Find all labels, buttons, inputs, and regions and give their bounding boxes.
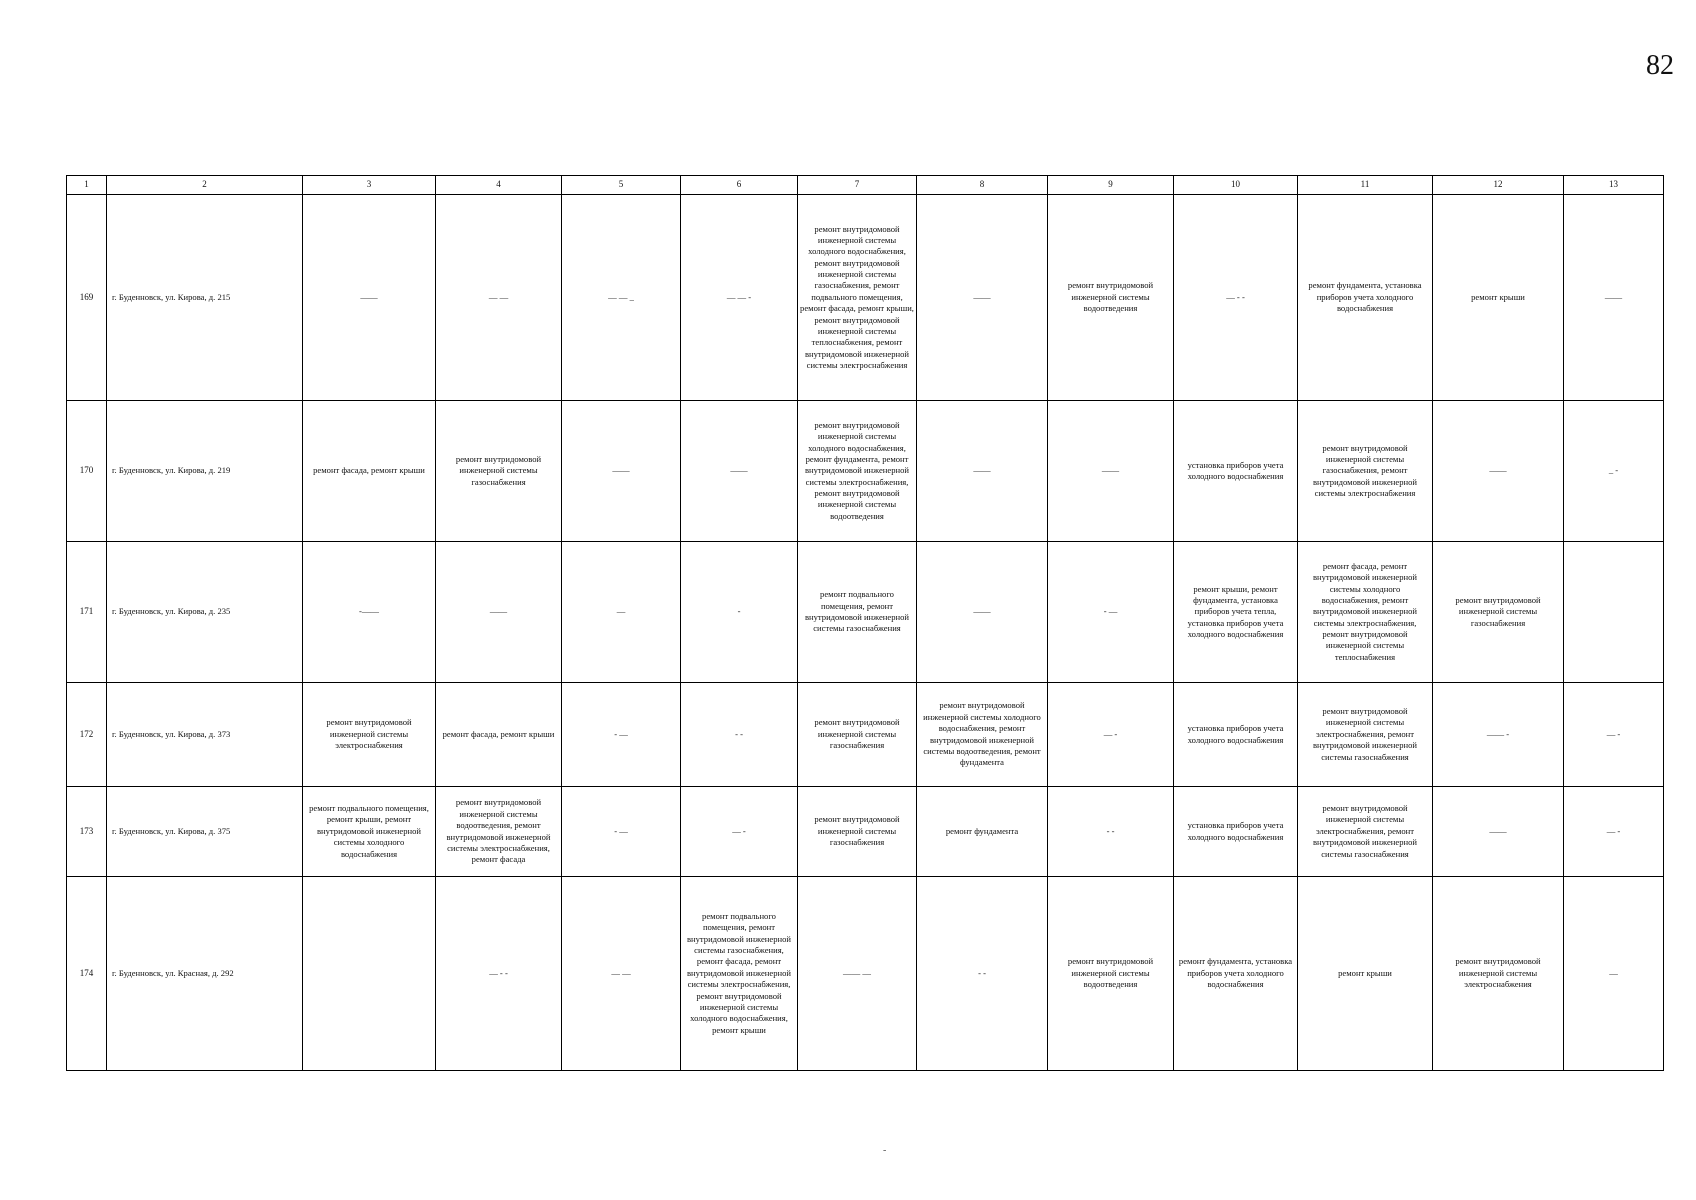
work-cell: ремонт подвального помещения, ремонт внутридомовой инженерной системы газоснабжения bbox=[798, 542, 917, 683]
table-row bbox=[67, 877, 1664, 1071]
column-number-row bbox=[67, 176, 1664, 195]
work-cell: установка приборов учета холодного водоснабжения bbox=[1174, 401, 1298, 542]
work-cell: —— bbox=[1433, 401, 1564, 542]
row-number: 173 bbox=[67, 787, 107, 877]
work-cell: ремонт внутридомовой инженерной системы водоотведения, ремонт внутридомовой инженерной системы электроснабжения, ремонт фасада bbox=[436, 787, 562, 877]
work-cell: —— bbox=[917, 401, 1048, 542]
work-cell: —— bbox=[436, 542, 562, 683]
address-cell: г. Буденновск, ул. Кирова, д. 375 bbox=[107, 787, 303, 877]
work-cell: — - bbox=[1564, 683, 1664, 787]
column-header: 4 bbox=[436, 176, 562, 195]
work-cell: ремонт внутридомовой инженерной системы водоотведения bbox=[1048, 877, 1174, 1071]
column-header: 10 bbox=[1174, 176, 1298, 195]
column-header: 12 bbox=[1433, 176, 1564, 195]
work-cell: ремонт внутридомовой инженерной системы электроснабжения bbox=[1433, 877, 1564, 1071]
work-cell: —— — bbox=[798, 877, 917, 1071]
work-cell: ремонт внутридомовой инженерной системы газоснабжения, ремонт внутридомовой инженерной системы электроснабжения bbox=[1298, 401, 1433, 542]
work-cell: ремонт внутридомовой инженерной системы газоснабжения bbox=[436, 401, 562, 542]
work-cell: —— bbox=[303, 195, 436, 401]
work-cell: — - bbox=[681, 787, 798, 877]
work-cell: —— bbox=[562, 401, 681, 542]
work-cell: - - bbox=[1048, 787, 1174, 877]
work-cell: — — bbox=[436, 195, 562, 401]
work-cell: —— - bbox=[1433, 683, 1564, 787]
table-row bbox=[67, 195, 1664, 401]
table-row bbox=[67, 787, 1664, 877]
column-header: 1 bbox=[67, 176, 107, 195]
work-cell: ремонт внутридомовой инженерной системы холодного водоснабжения, ремонт внутридомовой инженерной системы водоотведения, ремонт фундамента bbox=[917, 683, 1048, 787]
work-cell: ремонт подвального помещения, ремонт внутридомовой инженерной системы газоснабжения, ремонт фасада, ремонт внутридомовой инженерной системы электроснабжения, ремонт внутридомовой инженерной системы холодного водоснабжения, ремонт крыши bbox=[681, 877, 798, 1071]
work-cell: — - bbox=[1048, 683, 1174, 787]
row-number: 169 bbox=[67, 195, 107, 401]
work-cell: ремонт фасада, ремонт крыши bbox=[436, 683, 562, 787]
work-cell: - - bbox=[681, 683, 798, 787]
work-cell: — bbox=[1564, 877, 1664, 1071]
page-number: 82 bbox=[1646, 50, 1674, 81]
row-number: 174 bbox=[67, 877, 107, 1071]
work-cell: ремонт внутридомовой инженерной системы газоснабжения bbox=[798, 683, 917, 787]
table-row bbox=[67, 542, 1664, 683]
column-header: 3 bbox=[303, 176, 436, 195]
work-cell: _ - bbox=[1564, 401, 1664, 542]
address-cell: г. Буденновск, ул. Красная, д. 292 bbox=[107, 877, 303, 1071]
work-cell: ремонт крыши bbox=[1433, 195, 1564, 401]
work-cell: ремонт внутридомовой инженерной системы холодного водоснабжения, ремонт внутридомовой инженерной системы газоснабжения, ремонт подвального помещения, ремонт фасада, ремонт крыши, ремонт внутридомовой инженерной системы теплоснабжения, ремонт внутридомовой инженерной системы электроснабжения bbox=[798, 195, 917, 401]
column-header: 7 bbox=[798, 176, 917, 195]
work-cell: — — _ bbox=[562, 195, 681, 401]
work-cell: — - bbox=[1564, 787, 1664, 877]
work-cell: — - - bbox=[1174, 195, 1298, 401]
work-cell: ремонт фундамента bbox=[917, 787, 1048, 877]
work-cell: ремонт подвального помещения, ремонт крыши, ремонт внутридомовой инженерной системы холодного водоснабжения bbox=[303, 787, 436, 877]
work-cell: ремонт фасада, ремонт внутридомовой инженерной системы холодного водоснабжения, ремонт внутридомовой инженерной системы электроснабжения, ремонт внутридомовой инженерной системы теплоснабжения bbox=[1298, 542, 1433, 683]
work-cell bbox=[1564, 542, 1664, 683]
row-number: 171 bbox=[67, 542, 107, 683]
work-cell: —— bbox=[681, 401, 798, 542]
work-cell: ремонт внутридомовой инженерной системы газоснабжения bbox=[1433, 542, 1564, 683]
address-cell: г. Буденновск, ул. Кирова, д. 215 bbox=[107, 195, 303, 401]
work-cell: ремонт фундамента, установка приборов учета холодного водоснабжения bbox=[1298, 195, 1433, 401]
work-cell: - bbox=[681, 542, 798, 683]
table-row bbox=[67, 683, 1664, 787]
address-cell: г. Буденновск, ул. Кирова, д. 373 bbox=[107, 683, 303, 787]
work-cell: ремонт внутридомовой инженерной системы электроснабжения bbox=[303, 683, 436, 787]
work-cell: —— bbox=[1433, 787, 1564, 877]
work-cell: ремонт внутридомовой инженерной системы водоотведения bbox=[1048, 195, 1174, 401]
work-cell: установка приборов учета холодного водоснабжения bbox=[1174, 683, 1298, 787]
column-header: 6 bbox=[681, 176, 798, 195]
work-cell: ремонт внутридомовой инженерной системы холодного водоснабжения, ремонт фундамента, ремонт внутридомовой инженерной системы электроснабжения, ремонт внутридомовой инженерной системы водоотведения bbox=[798, 401, 917, 542]
column-header: 13 bbox=[1564, 176, 1664, 195]
work-cell: —— bbox=[1564, 195, 1664, 401]
work-cell: — bbox=[562, 542, 681, 683]
work-cell: ремонт внутридомовой инженерной системы газоснабжения bbox=[798, 787, 917, 877]
work-cell: —— bbox=[1048, 401, 1174, 542]
column-header: 2 bbox=[107, 176, 303, 195]
work-cell: - — bbox=[1048, 542, 1174, 683]
work-cell: - — bbox=[562, 683, 681, 787]
work-cell: — - - bbox=[436, 877, 562, 1071]
address-cell: г. Буденновск, ул. Кирова, д. 235 bbox=[107, 542, 303, 683]
row-number: 172 bbox=[67, 683, 107, 787]
address-cell: г. Буденновск, ул. Кирова, д. 219 bbox=[107, 401, 303, 542]
work-cell: установка приборов учета холодного водоснабжения bbox=[1174, 787, 1298, 877]
work-cell: —— bbox=[917, 195, 1048, 401]
work-cell: ремонт крыши bbox=[1298, 877, 1433, 1071]
work-cell: - - bbox=[917, 877, 1048, 1071]
column-header: 5 bbox=[562, 176, 681, 195]
row-number: 170 bbox=[67, 401, 107, 542]
column-header: 9 bbox=[1048, 176, 1174, 195]
column-header: 11 bbox=[1298, 176, 1433, 195]
work-cell: ремонт фундамента, установка приборов учета холодного водоснабжения bbox=[1174, 877, 1298, 1071]
repair-schedule-table bbox=[66, 175, 1664, 1071]
work-cell: — — bbox=[562, 877, 681, 1071]
work-cell bbox=[303, 877, 436, 1071]
table-row bbox=[67, 401, 1664, 542]
bottom-mark: - bbox=[883, 1145, 887, 1156]
work-cell: ремонт внутридомовой инженерной системы электроснабжения, ремонт внутридомовой инженерной системы газоснабжения bbox=[1298, 683, 1433, 787]
work-cell: — — - bbox=[681, 195, 798, 401]
column-header: 8 bbox=[917, 176, 1048, 195]
work-cell: ремонт фасада, ремонт крыши bbox=[303, 401, 436, 542]
work-cell: —— bbox=[917, 542, 1048, 683]
work-cell: - — bbox=[562, 787, 681, 877]
work-cell: -—— bbox=[303, 542, 436, 683]
work-cell: ремонт крыши, ремонт фундамента, установка приборов учета тепла, установка приборов учета холодного водоснабжения bbox=[1174, 542, 1298, 683]
work-cell: ремонт внутридомовой инженерной системы электроснабжения, ремонт внутридомовой инженерной системы газоснабжения bbox=[1298, 787, 1433, 877]
